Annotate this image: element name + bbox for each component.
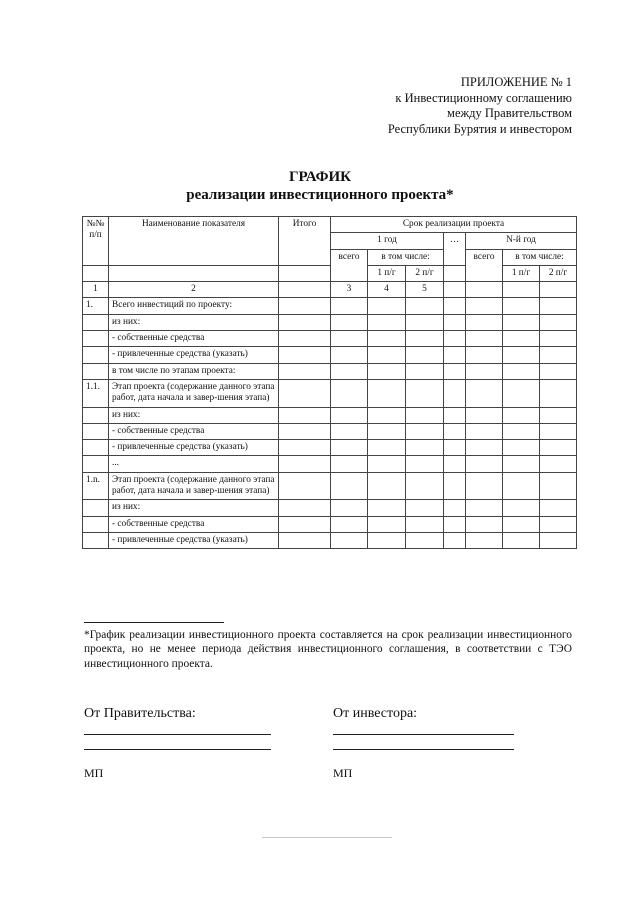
table-row	[83, 472, 577, 500]
value-cell[interactable]	[540, 298, 577, 314]
government-signature-line	[84, 734, 271, 735]
value-cell[interactable]	[444, 347, 466, 363]
table-row	[83, 347, 577, 363]
table-row	[83, 456, 577, 472]
header-num-line1: №№	[86, 219, 105, 229]
table-row	[83, 331, 577, 347]
value-cell[interactable]	[406, 472, 444, 500]
value-cell[interactable]	[279, 500, 331, 516]
value-cell[interactable]	[279, 516, 331, 532]
row-indicator-name: ...	[109, 456, 279, 472]
value-cell[interactable]	[331, 456, 368, 472]
row-number	[83, 516, 109, 532]
header-incl: в том числе:	[368, 249, 444, 265]
value-cell[interactable]	[466, 407, 503, 423]
col-number: 4	[368, 282, 406, 298]
value-cell[interactable]	[279, 379, 331, 407]
appendix-line: ПРИЛОЖЕНИЕ № 1	[460, 75, 572, 89]
value-cell[interactable]	[444, 331, 466, 347]
value-cell[interactable]	[466, 456, 503, 472]
col-number: 1	[83, 282, 109, 298]
value-cell[interactable]	[466, 298, 503, 314]
appendix-line: к Инвестиционному соглашению	[395, 90, 572, 105]
value-cell[interactable]	[406, 500, 444, 516]
value-cell[interactable]	[368, 532, 406, 548]
investor-signature-line	[333, 749, 514, 750]
value-cell[interactable]	[406, 407, 444, 423]
row-indicator-name: - собственные средства	[109, 516, 279, 532]
value-cell[interactable]	[331, 363, 368, 379]
value-cell[interactable]	[503, 456, 540, 472]
title-line: ГРАФИК	[288, 169, 352, 185]
document-title	[0, 168, 640, 204]
value-cell[interactable]	[368, 379, 406, 407]
header-spacer	[83, 265, 109, 281]
col-number	[540, 282, 577, 298]
value-cell[interactable]	[406, 440, 444, 456]
value-cell[interactable]	[279, 440, 331, 456]
value-cell[interactable]	[540, 347, 577, 363]
row-indicator-name: Этап проекта (содержание данного этапа работ, дата начала и завер-шения этапа)	[109, 472, 279, 500]
value-cell[interactable]	[406, 314, 444, 330]
value-cell[interactable]	[279, 423, 331, 439]
value-cell[interactable]	[466, 423, 503, 439]
header-half2-n: 2 п/г	[540, 265, 577, 281]
value-cell[interactable]	[444, 407, 466, 423]
value-cell[interactable]	[331, 500, 368, 516]
value-cell[interactable]	[368, 440, 406, 456]
value-cell[interactable]	[368, 314, 406, 330]
government-signature-label: От Правительства:	[84, 706, 196, 721]
value-cell[interactable]	[368, 363, 406, 379]
table-row	[83, 379, 577, 407]
value-cell[interactable]	[466, 314, 503, 330]
value-cell[interactable]	[406, 298, 444, 314]
header-num-line2: п/п	[89, 230, 102, 241]
footnote-divider	[84, 622, 224, 623]
value-cell[interactable]	[540, 331, 577, 347]
row-number	[83, 314, 109, 330]
title-line: реализации инвестиционного проекта*	[186, 187, 454, 203]
value-cell[interactable]	[444, 440, 466, 456]
row-number: 1.1.	[83, 379, 109, 407]
value-cell[interactable]	[540, 423, 577, 439]
value-cell[interactable]	[540, 516, 577, 532]
value-cell[interactable]	[444, 456, 466, 472]
value-cell[interactable]	[331, 407, 368, 423]
col-number	[466, 282, 503, 298]
value-cell[interactable]	[503, 500, 540, 516]
value-cell[interactable]	[331, 423, 368, 439]
header-spacer	[279, 265, 331, 281]
row-number	[83, 331, 109, 347]
row-number	[83, 363, 109, 379]
row-indicator-name: из них:	[109, 314, 279, 330]
value-cell[interactable]	[503, 532, 540, 548]
col-number	[279, 282, 331, 298]
value-cell[interactable]	[503, 516, 540, 532]
row-indicator-name: - собственные средства	[109, 423, 279, 439]
value-cell[interactable]	[331, 516, 368, 532]
appendix-line: между Правительством	[447, 106, 572, 120]
header-vsego: всего	[331, 249, 368, 282]
row-indicator-name: Этап проекта (содержание данного этапа работ, дата начала и завер-шения этапа)	[109, 379, 279, 407]
value-cell[interactable]	[406, 456, 444, 472]
value-cell[interactable]	[444, 379, 466, 407]
value-cell[interactable]	[540, 379, 577, 407]
value-cell[interactable]	[368, 298, 406, 314]
value-cell[interactable]	[331, 532, 368, 548]
row-number	[83, 440, 109, 456]
value-cell[interactable]	[331, 298, 368, 314]
government-signature-line	[84, 749, 271, 750]
row-number	[83, 532, 109, 548]
value-cell[interactable]	[540, 363, 577, 379]
table-row	[83, 314, 577, 330]
table-row	[83, 440, 577, 456]
value-cell[interactable]	[331, 314, 368, 330]
value-cell[interactable]	[466, 500, 503, 516]
value-cell[interactable]	[406, 423, 444, 439]
row-number	[83, 500, 109, 516]
value-cell[interactable]	[444, 532, 466, 548]
table-row	[83, 407, 577, 423]
row-indicator-name: в том числе по этапам проекта:	[109, 363, 279, 379]
col-number: 2	[109, 282, 279, 298]
header-period: Срок реализации проекта	[331, 217, 577, 233]
value-cell[interactable]	[540, 456, 577, 472]
value-cell[interactable]	[406, 347, 444, 363]
value-cell[interactable]	[444, 298, 466, 314]
header-spacer	[444, 265, 466, 281]
value-cell[interactable]	[406, 363, 444, 379]
value-cell[interactable]	[331, 331, 368, 347]
value-cell[interactable]	[368, 407, 406, 423]
table-row	[83, 532, 577, 548]
value-cell[interactable]	[331, 440, 368, 456]
value-cell[interactable]	[466, 347, 503, 363]
value-cell[interactable]	[406, 532, 444, 548]
table-body	[83, 298, 577, 549]
value-cell[interactable]	[331, 379, 368, 407]
value-cell[interactable]	[503, 407, 540, 423]
table-row	[83, 423, 577, 439]
table-row	[83, 363, 577, 379]
col-number	[503, 282, 540, 298]
row-number	[83, 407, 109, 423]
value-cell[interactable]	[466, 532, 503, 548]
header-ellipsis: …	[444, 233, 466, 266]
value-cell[interactable]	[466, 472, 503, 500]
col-number	[444, 282, 466, 298]
page-bottom-rule	[262, 837, 392, 838]
value-cell[interactable]	[331, 472, 368, 500]
header-half2: 2 п/г	[406, 265, 444, 281]
investor-signature-label: От инвестора:	[333, 706, 418, 721]
header-incl-n: в том числе:	[503, 249, 577, 265]
header-vsego-n: всего	[466, 249, 503, 282]
value-cell[interactable]	[444, 314, 466, 330]
value-cell[interactable]	[279, 363, 331, 379]
government-seal-label: МП	[84, 766, 104, 780]
table-row	[83, 516, 577, 532]
header-spacer	[109, 265, 279, 281]
appendix-header	[388, 75, 572, 137]
value-cell[interactable]	[368, 500, 406, 516]
value-cell[interactable]	[279, 407, 331, 423]
value-cell[interactable]	[503, 363, 540, 379]
value-cell[interactable]	[466, 379, 503, 407]
row-indicator-name: - привлеченные средства (указать)	[109, 440, 279, 456]
header-half1: 1 п/г	[368, 265, 406, 281]
value-cell[interactable]	[406, 379, 444, 407]
header-name: Наименование показателя	[109, 217, 279, 266]
value-cell[interactable]	[503, 423, 540, 439]
value-cell[interactable]	[368, 331, 406, 347]
header-yearN: N-й год	[466, 233, 577, 249]
value-cell[interactable]	[540, 472, 577, 500]
row-indicator-name: - привлеченные средства (указать)	[109, 532, 279, 548]
value-cell[interactable]	[503, 298, 540, 314]
value-cell[interactable]	[279, 298, 331, 314]
value-cell[interactable]	[503, 331, 540, 347]
value-cell[interactable]	[540, 532, 577, 548]
row-number: 1.n.	[83, 472, 109, 500]
value-cell[interactable]	[503, 440, 540, 456]
value-cell[interactable]	[466, 516, 503, 532]
value-cell[interactable]	[444, 472, 466, 500]
header-half1-n: 1 п/г	[503, 265, 540, 281]
value-cell[interactable]	[279, 456, 331, 472]
value-cell[interactable]	[444, 500, 466, 516]
value-cell[interactable]	[540, 407, 577, 423]
header-year1: 1 год	[331, 233, 444, 249]
value-cell[interactable]	[503, 379, 540, 407]
row-indicator-name: Всего инвестиций по проекту:	[109, 298, 279, 314]
col-number: 5	[406, 282, 444, 298]
value-cell[interactable]	[331, 347, 368, 363]
value-cell[interactable]	[368, 423, 406, 439]
row-number	[83, 347, 109, 363]
value-cell[interactable]	[279, 472, 331, 500]
value-cell[interactable]	[279, 347, 331, 363]
row-number	[83, 423, 109, 439]
value-cell[interactable]	[279, 331, 331, 347]
value-cell[interactable]	[466, 331, 503, 347]
value-cell[interactable]	[503, 347, 540, 363]
value-cell[interactable]	[368, 456, 406, 472]
header-num	[83, 217, 109, 266]
value-cell[interactable]	[503, 314, 540, 330]
value-cell[interactable]	[406, 516, 444, 532]
col-number: 3	[331, 282, 368, 298]
row-number: 1.	[83, 298, 109, 314]
value-cell[interactable]	[540, 440, 577, 456]
value-cell[interactable]	[279, 532, 331, 548]
table-row	[83, 298, 577, 314]
appendix-line: Республики Бурятия и инвестором	[387, 121, 572, 136]
row-indicator-name: из них:	[109, 500, 279, 516]
value-cell[interactable]	[444, 363, 466, 379]
value-cell[interactable]	[503, 472, 540, 500]
row-indicator-name: - привлеченные средства (указать)	[109, 347, 279, 363]
investor-signature-line	[333, 734, 514, 735]
column-number-row	[83, 282, 577, 298]
table-row	[83, 500, 577, 516]
value-cell[interactable]	[540, 500, 577, 516]
row-indicator-name: из них:	[109, 407, 279, 423]
row-indicator-name: - собственные средства	[109, 331, 279, 347]
value-cell[interactable]	[466, 440, 503, 456]
value-cell[interactable]	[406, 331, 444, 347]
value-cell[interactable]	[444, 516, 466, 532]
row-number	[83, 456, 109, 472]
investor-seal-label: МП	[333, 766, 353, 780]
footnote-text: *График реализации инвестиционного проекта составляется на срок реализации инвестиционного проекта, но не менее периода действия инвестиционного соглашения, в соответствии с ТЭО инвестиционного проекта.	[84, 629, 572, 670]
value-cell[interactable]	[368, 516, 406, 532]
header-total: Итого	[279, 217, 331, 266]
schedule-table	[82, 216, 577, 549]
value-cell[interactable]	[466, 363, 503, 379]
value-cell[interactable]	[368, 472, 406, 500]
value-cell[interactable]	[444, 423, 466, 439]
value-cell[interactable]	[368, 347, 406, 363]
value-cell[interactable]	[540, 314, 577, 330]
value-cell[interactable]	[279, 314, 331, 330]
